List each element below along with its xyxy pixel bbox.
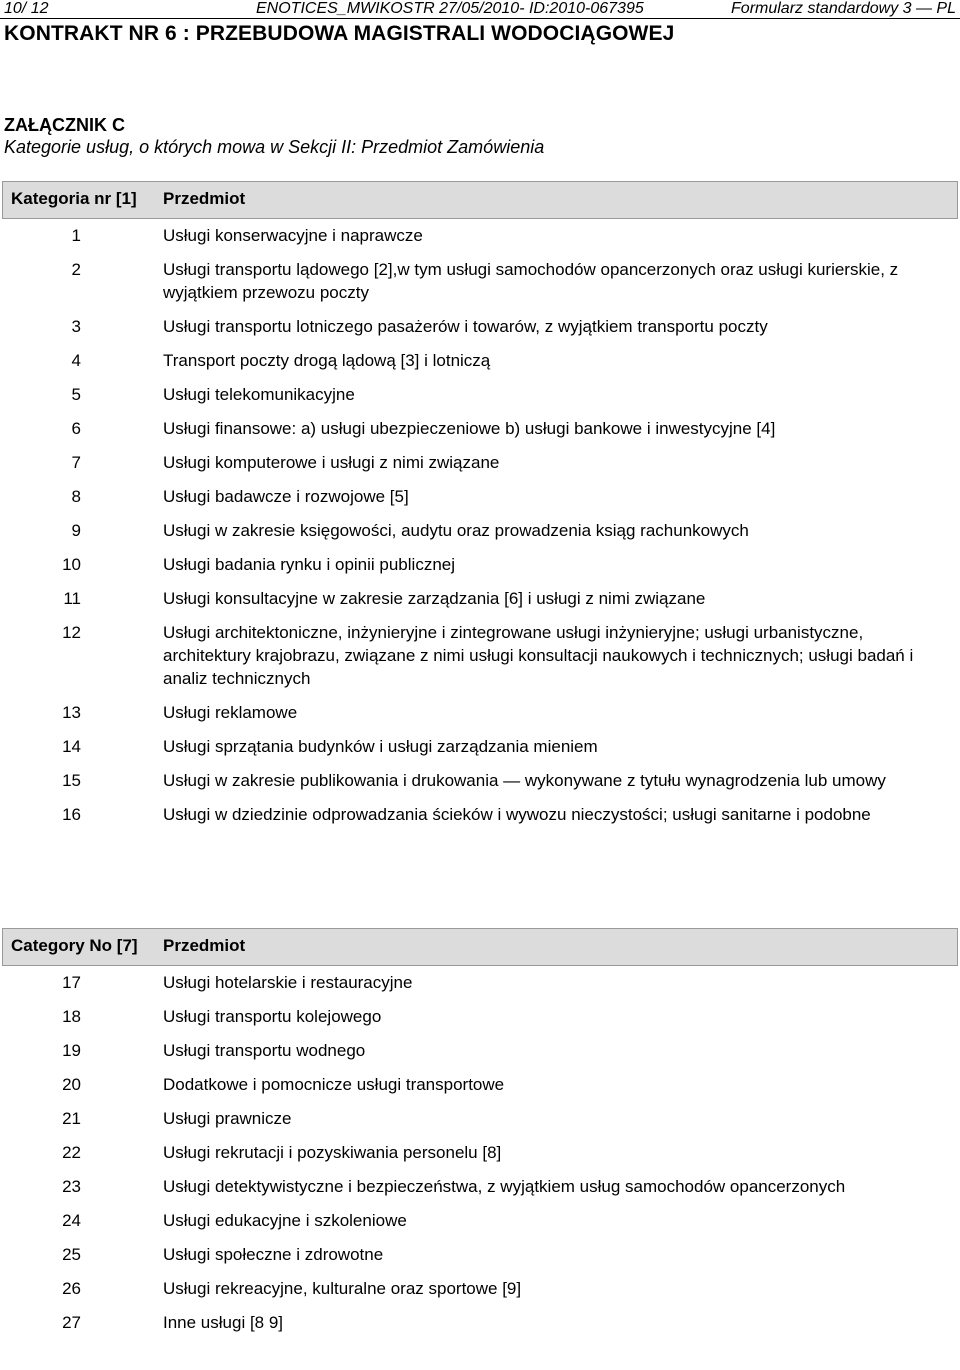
category-number: 9 xyxy=(71,521,81,540)
annex-subtitle: Kategorie usług, o których mowa w Sekcji II: Przedmiot Zamówienia xyxy=(4,137,545,157)
category-description: Usługi rekreacyjne, kulturalne oraz sportowe [9] xyxy=(163,1279,522,1298)
table-row xyxy=(3,1135,958,1169)
category-description: Usługi prawnicze xyxy=(163,1109,292,1128)
category-number: 2 xyxy=(71,260,81,279)
table-row xyxy=(3,1169,958,1203)
category-number: 21 xyxy=(62,1109,81,1128)
category-number: 16 xyxy=(62,805,81,824)
category-description: Usługi edukacyjne i szkoleniowe xyxy=(163,1211,407,1230)
notice-id: ENOTICES_MWIKOSTR 27/05/2010- ID:2010-067395 xyxy=(256,0,644,17)
category-description: Usługi transportu wodnego xyxy=(163,1041,366,1060)
table-row xyxy=(3,445,958,479)
category-table-b xyxy=(2,928,958,1339)
table-row xyxy=(3,615,958,695)
category-description: Usługi finansowe: a) usługi ubezpieczeniowe b) usługi bankowe i inwestycyjne [4] xyxy=(163,419,776,438)
category-description: Usługi rekrutacji i pozyskiwania personelu [8] xyxy=(163,1143,502,1162)
category-number: 25 xyxy=(62,1245,81,1264)
annex-title: ZAŁĄCZNIK C xyxy=(4,115,125,135)
table-row xyxy=(3,547,958,581)
category-number: 8 xyxy=(71,487,81,506)
category-description: Transport poczty drogą lądową [3] i lotniczą xyxy=(163,351,491,370)
category-number: 11 xyxy=(63,589,81,608)
table-row xyxy=(3,695,958,729)
category-description: Usługi transportu kolejowego xyxy=(163,1007,382,1026)
header-divider xyxy=(0,18,960,19)
category-number-header: Category No [7] xyxy=(3,929,152,966)
category-description: Usługi reklamowe xyxy=(163,703,298,722)
table-row xyxy=(3,1271,958,1305)
category-number: 5 xyxy=(71,385,81,404)
document-title: KONTRAKT NR 6 : PRZEBUDOWA MAGISTRALI WODOCIĄGOWEJ xyxy=(4,22,675,45)
category-description: Usługi badawcze i rozwojowe [5] xyxy=(163,487,409,506)
category-description: Usługi hotelarskie i restauracyjne xyxy=(163,973,413,992)
category-description: Usługi transportu lądowego [2],w tym usługi samochodów opancerzonych oraz usługi kurierskie, z wyjątkiem przewozu poczty xyxy=(163,260,899,302)
table-row xyxy=(3,1237,958,1271)
table-row xyxy=(3,1203,958,1237)
category-number: 14 xyxy=(62,737,81,756)
category-number: 18 xyxy=(62,1007,81,1026)
category-description: Usługi architektoniczne, inżynieryjne i zintegrowane usługi inżynieryjne; usługi urbanistyczne, architektury krajobrazu, związane z nimi usługi konsultacji naukowych i technicznych; usługi badań i analiz technicznych xyxy=(163,623,914,688)
category-description: Usługi w zakresie publikowania i drukowania — wykonywane z tytułu wynagrodzenia lub umowy xyxy=(163,771,886,790)
category-number-header: Kategoria nr [1] xyxy=(3,182,152,219)
table-row xyxy=(3,581,958,615)
category-number: 3 xyxy=(71,317,81,336)
category-number: 6 xyxy=(71,419,81,438)
category-number: 24 xyxy=(62,1211,81,1230)
table-row xyxy=(3,411,958,445)
category-number: 1 xyxy=(71,226,81,245)
table-row xyxy=(3,343,958,377)
table-row xyxy=(3,252,958,309)
category-number: 4 xyxy=(71,351,81,370)
table-header-row xyxy=(3,182,958,219)
subject-header: Przedmiot xyxy=(151,182,958,219)
category-description: Usługi badania rynku i opinii publicznej xyxy=(163,555,456,574)
table-row xyxy=(3,1033,958,1067)
category-number: 27 xyxy=(62,1313,81,1332)
table-row xyxy=(3,513,958,547)
table-row xyxy=(3,1101,958,1135)
category-rows xyxy=(3,219,958,832)
category-description: Usługi konserwacyjne i naprawcze xyxy=(163,226,423,245)
category-description: Usługi detektywistyczne i bezpieczeństwa, z wyjątkiem usług samochodów opancerzonych xyxy=(163,1177,846,1196)
category-number: 7 xyxy=(71,453,81,472)
category-number: 22 xyxy=(62,1143,81,1162)
subject-header: Przedmiot xyxy=(151,929,958,966)
category-description: Usługi w zakresie księgowości, audytu oraz prowadzenia ksiąg rachunkowych xyxy=(163,521,749,540)
table-row xyxy=(3,1067,958,1101)
category-number: 17 xyxy=(62,973,81,992)
table-row xyxy=(3,763,958,797)
table-row xyxy=(3,1305,958,1339)
category-description: Usługi komputerowe i usługi z nimi związane xyxy=(163,453,500,472)
category-description: Usługi konsultacyjne w zakresie zarządzania [6] i usługi z nimi związane xyxy=(163,589,706,608)
table-row xyxy=(3,219,958,253)
page-header xyxy=(0,0,960,18)
category-rows xyxy=(3,966,958,1340)
category-number: 20 xyxy=(62,1075,81,1094)
table-row xyxy=(3,966,958,1000)
category-description: Usługi społeczne i zdrowotne xyxy=(163,1245,384,1264)
category-description: Dodatkowe i pomocnicze usługi transportowe xyxy=(163,1075,505,1094)
table-row xyxy=(3,797,958,831)
category-description: Inne usługi [8 9] xyxy=(163,1313,284,1332)
table-row xyxy=(3,479,958,513)
category-number: 23 xyxy=(62,1177,81,1196)
category-description: Usługi telekomunikacyjne xyxy=(163,385,355,404)
category-number: 19 xyxy=(62,1041,81,1060)
table-row xyxy=(3,309,958,343)
category-description: Usługi sprzątania budynków i usługi zarządzania mieniem xyxy=(163,737,598,756)
category-number: 15 xyxy=(62,771,81,790)
category-number: 13 xyxy=(62,703,81,722)
page-number: 10/ 12 xyxy=(4,0,49,17)
category-number: 26 xyxy=(62,1279,81,1298)
category-number: 10 xyxy=(62,555,81,574)
category-number: 12 xyxy=(62,623,81,642)
category-description: Usługi w dziedzinie odprowadzania ścieków i wywozu nieczystości; usługi sanitarne i podobne xyxy=(163,805,871,824)
category-table-a xyxy=(2,181,958,831)
table-row xyxy=(3,729,958,763)
table-row xyxy=(3,377,958,411)
form-name: Formularz standardowy 3 — PL xyxy=(731,0,956,17)
table-row xyxy=(3,999,958,1033)
table-header-row xyxy=(3,929,958,966)
category-description: Usługi transportu lotniczego pasażerów i towarów, z wyjątkiem transportu poczty xyxy=(163,317,768,336)
